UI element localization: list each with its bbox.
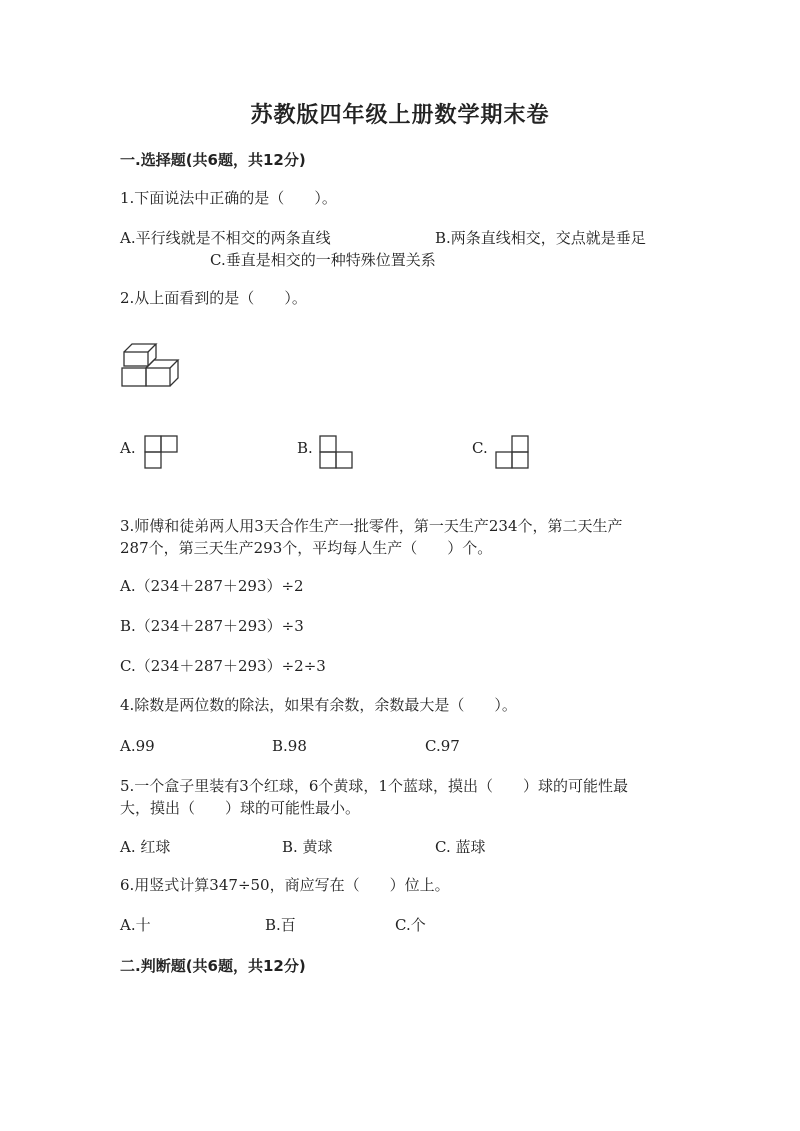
q5-option-b: B. 黄球 xyxy=(282,838,333,856)
q3-option-c: C.（234＋287＋293）÷2÷3 xyxy=(120,657,326,675)
q3-option-b: B.（234＋287＋293）÷3 xyxy=(120,617,304,635)
q6-option-c: C.个 xyxy=(395,916,426,934)
q6-option-a: A.十 xyxy=(120,916,151,934)
q5-stem-line2: 大，摸出（ ）球的可能性最小。 xyxy=(120,799,361,817)
q4-option-c: C.97 xyxy=(425,737,460,755)
q4-option-b: B.98 xyxy=(272,737,307,755)
q2-option-b-figure xyxy=(318,434,354,470)
q6-stem: 6.用竖式计算347÷50，商应写在（ ）位上。 xyxy=(120,876,450,894)
page-title: 苏教版四年级上册数学期末卷 xyxy=(250,102,550,128)
q2-option-a-figure xyxy=(143,434,179,470)
q2-option-c: C. xyxy=(472,439,488,457)
q5-option-c: C. 蓝球 xyxy=(435,838,486,856)
q5-option-a: A. 红球 xyxy=(120,838,171,856)
q4-option-a: A.99 xyxy=(120,737,155,755)
section-1-heading: 一.选择题(共6题，共12分) xyxy=(120,151,306,169)
q3-stem-line1: 3.师傅和徒弟两人用3天合作生产一批零件，第一天生产234个，第二天生产 xyxy=(120,517,623,535)
q1-option-b: B.两条直线相交，交点就是垂足 xyxy=(435,229,646,247)
q3-stem-line2: 287个，第三天生产293个，平均每人生产（ ）个。 xyxy=(120,539,493,557)
q1-option-c: C.垂直是相交的一种特殊位置关系 xyxy=(210,251,436,269)
q1-option-a: A.平行线就是不相交的两条直线 xyxy=(120,229,331,247)
q2-stem: 2.从上面看到的是（ ）。 xyxy=(120,289,307,307)
q2-option-a: A. xyxy=(120,439,136,457)
q2-option-c-figure xyxy=(494,434,530,470)
cubes-figure xyxy=(120,340,182,388)
q1-stem: 1.下面说法中正确的是（ ）。 xyxy=(120,189,337,207)
q6-option-b: B.百 xyxy=(265,916,296,934)
q5-stem-line1: 5.一个盒子里装有3个红球，6个黄球，1个蓝球，摸出（ ）球的可能性最 xyxy=(120,777,628,795)
q2-option-b: B. xyxy=(297,439,313,457)
section-2-heading: 二.判断题(共6题，共12分) xyxy=(120,957,306,975)
q3-option-a: A.（234＋287＋293）÷2 xyxy=(120,577,304,595)
q4-stem: 4.除数是两位数的除法，如果有余数，余数最大是（ ）。 xyxy=(120,696,517,714)
